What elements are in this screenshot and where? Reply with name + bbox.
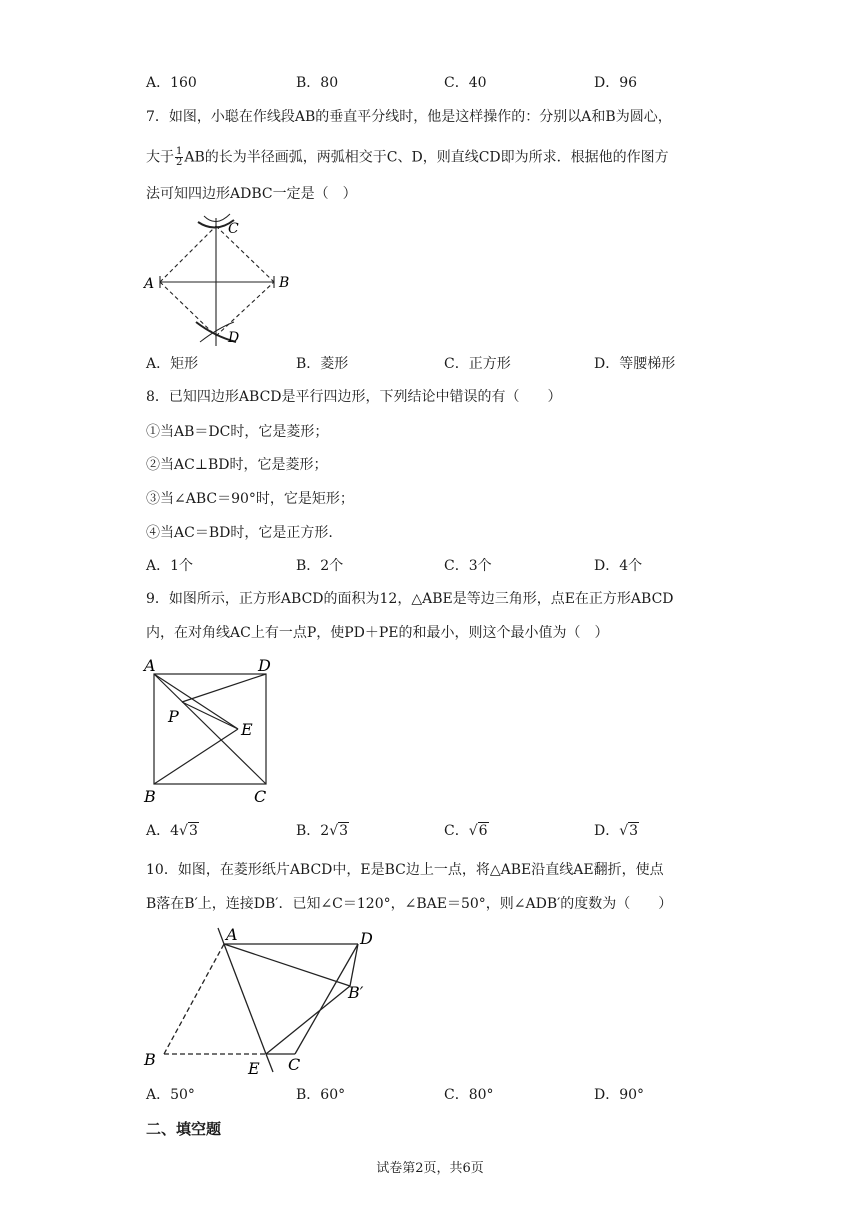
q10-label-e: E <box>248 1059 260 1078</box>
q7-fraction <box>175 147 183 168</box>
q6-option-a: A．160 <box>146 75 197 91</box>
q8-option-c: C．3个 <box>444 558 492 574</box>
q8-option-d: D．4个 <box>594 558 643 574</box>
q8-item-3: ③当∠ABC＝90°时，它是矩形； <box>146 491 354 507</box>
q9-option-a <box>146 821 199 841</box>
q7-edge-ac <box>160 226 216 282</box>
q7-option-d: D．等腰梯形 <box>594 356 676 372</box>
q10-options <box>146 1085 746 1105</box>
q10-label-d: D <box>360 929 373 948</box>
q7-edge-cb <box>216 226 274 282</box>
q7-line2-pre: 大于 <box>146 149 174 166</box>
q7-edge-db <box>216 282 274 336</box>
q7-label-d: D <box>228 330 240 346</box>
q9-label-e: E <box>241 720 253 739</box>
q10-label-a: A <box>226 925 238 944</box>
q9-option-c-radicand: 6 <box>478 823 488 839</box>
q9-edge-ae <box>154 674 238 729</box>
q7-label-c: C <box>228 221 239 237</box>
q9-option-d-sqrt: √3 <box>619 823 639 839</box>
q10-stem-line1: 10．如图，在菱形纸片ABCD中，E是BC边上一点，将△ABE沿直线AE翻折，使点 <box>146 862 664 878</box>
q6-option-c: C．40 <box>444 75 487 91</box>
q9-option-b-coef: 2 <box>320 823 330 839</box>
q8-item-4: ④当AC＝BD时，它是正方形. <box>146 525 333 541</box>
q10-edge-ab2 <box>224 944 350 986</box>
q9-label-p: P <box>168 707 179 726</box>
q9-option-c <box>444 821 489 841</box>
q10-figure <box>140 920 390 1080</box>
q10-option-a: A．50° <box>146 1087 195 1103</box>
q7-option-a: A．矩形 <box>146 356 199 372</box>
q9-stem-line2: 内，在对角线AC上有一点P，使PD＋PE的和最小，则这个最小值为（ ） <box>146 625 609 641</box>
q7-label-a: A <box>144 276 155 292</box>
q10-fold-extend-bottom <box>266 1054 273 1072</box>
page-footer: 试卷第2页，共6页 <box>376 1161 484 1176</box>
q10-dashed-ab <box>164 944 224 1054</box>
q9-option-b-label: B． <box>296 823 321 839</box>
q9-option-b-sqrt: √3 <box>329 823 349 839</box>
q7-fraction-num: 1 <box>176 146 183 157</box>
q10-label-b2: B′ <box>348 983 364 1002</box>
q10-label-b: B <box>144 1050 156 1069</box>
q9-option-c-label: C． <box>444 823 469 839</box>
q7-option-c: C．正方形 <box>444 356 511 372</box>
section-heading-fill-blank: 二、填空题 <box>146 1120 222 1138</box>
q9-option-a-sqrt: √3 <box>179 823 198 839</box>
q6-option-d: D．96 <box>594 75 638 91</box>
q7-stem-line2 <box>146 147 669 168</box>
q9-label-c: C <box>254 787 267 804</box>
q10-fold-extend-top <box>218 928 224 944</box>
q9-option-a-label: A． <box>146 823 171 839</box>
q9-label-d: D <box>258 656 271 675</box>
q8-options <box>146 556 746 576</box>
q9-segment-pe <box>182 702 238 729</box>
q9-option-b-radicand: 3 <box>339 823 349 839</box>
q10-option-b: B．60° <box>296 1087 346 1103</box>
q7-stem-line1: 7．如图，小聪在作线段AB的垂直平分线时，他是这样操作的：分别以A和B为圆心， <box>146 109 672 125</box>
q8-option-b: B．2个 <box>296 558 344 574</box>
q7-figure <box>138 210 298 350</box>
q10-fold-ae <box>224 944 266 1054</box>
q10-edge-eb2 <box>266 986 350 1054</box>
q7-stem-line3: 法可知四边形ADBC一定是（ ） <box>146 186 357 202</box>
q9-label-a: A <box>144 656 156 675</box>
q9-label-b: B <box>144 787 156 804</box>
q7-label-b: B <box>279 275 290 291</box>
q6-options <box>146 73 746 93</box>
q8-item-2: ②当AC⊥BD时，它是菱形； <box>146 457 328 473</box>
q7-options <box>146 354 746 374</box>
q9-option-a-radicand: 3 <box>188 823 198 839</box>
q10-option-d: D．90° <box>594 1087 645 1103</box>
q9-options <box>146 821 746 841</box>
q6-option-b: B．80 <box>296 75 339 91</box>
q9-segment-pd <box>182 674 266 702</box>
q7-line2-post: AB的长为半径画弧，两弧相交于C、D，则直线CD即为所求．根据他的作图方 <box>184 149 669 166</box>
q7-option-b: B．菱形 <box>296 356 349 372</box>
q9-stem-line1: 9．如图所示，正方形ABCD的面积为12，△ABE是等边三角形，点E在正方形ABCD <box>146 591 674 607</box>
q9-option-b <box>296 821 349 841</box>
q7-arc-c2 <box>204 214 230 222</box>
q8-item-1: ①当AB＝DC时，它是菱形； <box>146 424 329 440</box>
q9-option-d <box>594 821 639 841</box>
q7-fraction-den: 2 <box>176 157 183 168</box>
q7-edge-ad <box>160 282 216 336</box>
q8-stem: 8．已知四边形ABCD是平行四边形，下列结论中错误的有（ ） <box>146 389 562 405</box>
q10-stem-line2: B落在B′上，连接DB′．已知∠C＝120°，∠BAE＝50°，则∠ADB′的度数为（ ） <box>146 896 673 912</box>
q10-option-c: C．80° <box>444 1087 494 1103</box>
q9-option-d-radicand: 3 <box>629 823 639 839</box>
q9-option-c-sqrt: √6 <box>468 823 488 839</box>
q10-label-c: C <box>288 1055 301 1074</box>
q9-figure <box>140 654 280 804</box>
q9-option-d-label: D． <box>594 823 620 839</box>
q9-edge-be <box>154 729 238 784</box>
q9-option-a-coef: 4 <box>170 823 180 839</box>
q8-option-a: A．1个 <box>146 558 194 574</box>
